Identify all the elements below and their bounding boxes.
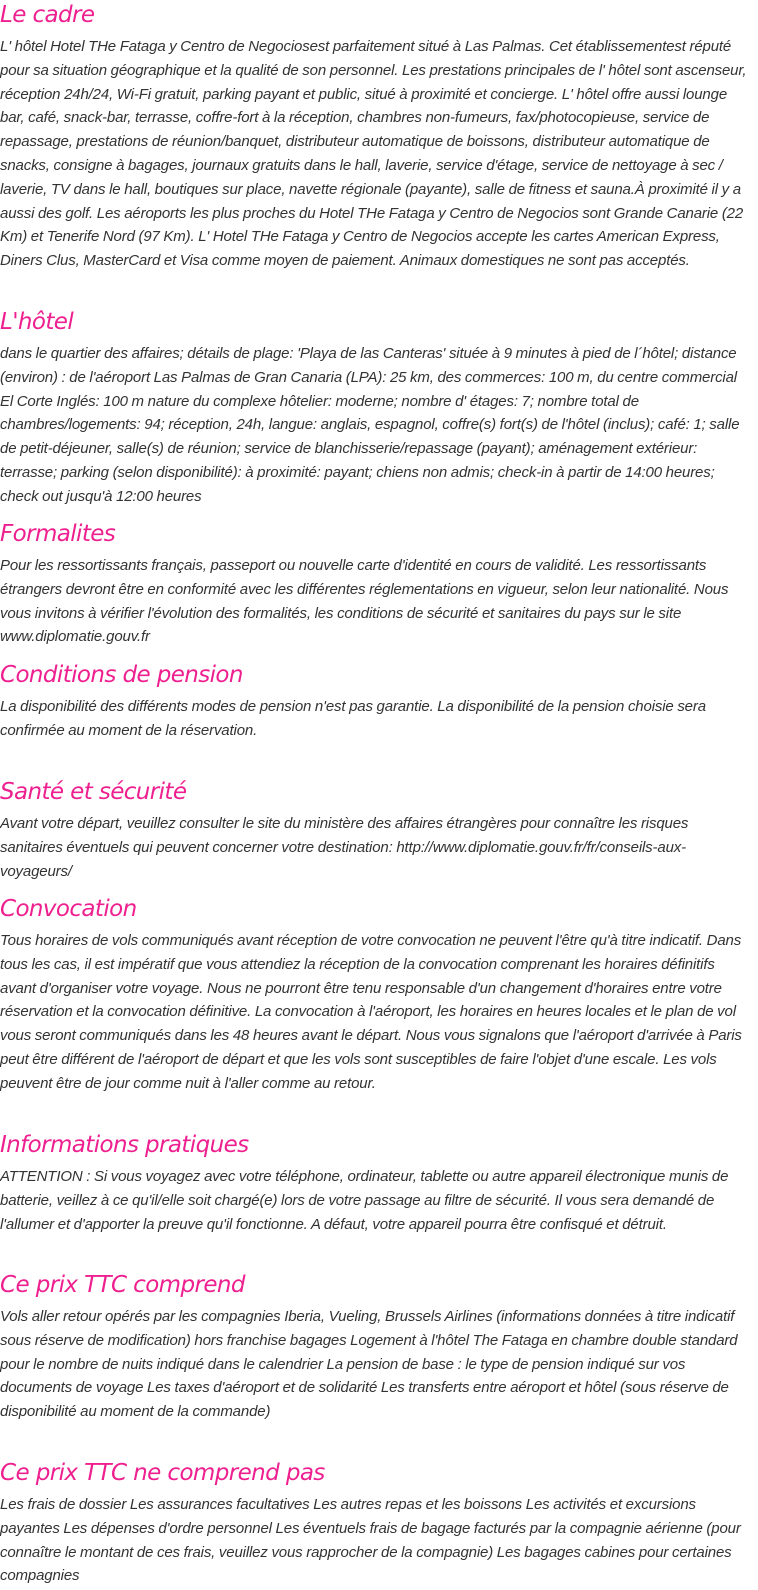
section-title: Santé et sécurité xyxy=(0,779,187,805)
section-informations-pratiques xyxy=(0,1130,750,1236)
section-text: Vols aller retour opérés par les compagnies Iberia, Vueling, Brussels Airlines (informations données à titre indicatif sous réserve de modification) hors franchise bagages Logement à l'hôtel The Fataga en chambre double standard pour le nombre de nuits indiqué dans le calendrier La pension de base : le type de pension indiqué sur vos documents de voyage Les taxes d'aéroport et de solidarité Les transferts entre aéroport et hôtel (sous réserve de disponibilité au moment de la commande) xyxy=(0,1308,738,1421)
section-title: Ce prix TTC comprend xyxy=(0,1272,245,1298)
section-title: Formalites xyxy=(0,521,116,547)
section-text: Pour les ressortissants français, passeport ou nouvelle carte d'identité en cours de validité. Les ressortissants étrangers devront être en conformité avec les différentes réglementations en vigueur, selon leur nationalité. Nous vous invitons à vérifier l'évolution des formalités, les conditions de sécurité et sanitaires du pays sur le site www.diplomatie.gouv.fr xyxy=(0,557,729,646)
section-title: Convocation xyxy=(0,896,137,922)
section-text: dans le quartier des affaires; détails de plage: 'Playa de las Canteras' située à 9 minutes à pied de l´hôtel; distance (environ) : de l'aéroport Las Palmas de Gran Canaria (LPA): 25 km, des commerces: 100 m, du centre commercial El Corte Inglés: 100 m nature du complexe hôtelier: moderne; nombre d' étages: 7; nombre total de chambres/logements: 94; réception, 24h, langue: anglais, espagnol, coffre(s) fort(s) de l'hôtel (inclus); café: 1; salle de petit-déjeuner, salle(s) de réunion; service de blanchisserie/repassage (payant); aménagement extérieur: terrasse; parking (selon disponibilité): à proximité: payant; chiens non admis; check-in à partir de 14:00 heures; check out jusqu'à 12:00 heures xyxy=(0,345,740,505)
section-conditions-de-pension xyxy=(0,660,750,743)
section-formalites xyxy=(0,519,750,649)
section-hotel xyxy=(0,307,750,509)
section-text: L' hôtel Hotel THe Fataga y Centro de Negociosest parfaitement situé à Las Palmas. Cet établissementest réputé pour sa situation géographique et la qualité de son personnel. Les prestations principales de l' hôtel sont ascenseur, réception 24h/24, Wi-Fi gratuit, parking payant et public, situé à proximité et concierge. L' hôtel offre aussi lounge bar, café, snack-bar, terrasse, coffre-fort à la réception, chambres non-fumeurs, fax/photocopieuse, service de repassage, prestations de réunion/banquet, distributeur automatique de boissons, distributeur automatique de snacks, consigne à bagages, journaux gratuits dans le hall, laverie, service d'étage, service de nettoyage à sec / laverie, TV dans le hall, boutiques sur place, navette régionale (payante), salle de fitness et sauna.À proximité il y a aussi des golf. Les aéroports les plus proches du Hotel THe Fataga y Centro de Negocios sont Grande Canarie (22 Km) et Tenerife Nord (97 Km). L' Hotel THe Fataga y Centro de Negocios accepte les cartes American Express, Diners Clus, MasterCard et Visa comme moyen de paiement. Animaux domestiques ne sont pas acceptés. xyxy=(0,38,747,270)
section-text: Les frais de dossier Les assurances facultatives Les autres repas et les boissons Les activités et excursions payantes Les dépenses d'ordre personnel Les éventuels frais de bagage facturés par la compagnie aérienne (pour connaître le montant de ces frais, veuillez vous rapprocher de la compagnie) Les bagages cabines pour certaines compagnies xyxy=(0,1496,741,1585)
section-text: La disponibilité des différents modes de pension n'est pas garantie. La disponibilité de la pension choisie sera confirmée au moment de la réservation. xyxy=(0,698,706,739)
section-title: Conditions de pension xyxy=(0,662,243,688)
section-title: Le cadre xyxy=(0,2,95,28)
section-title: Ce prix TTC ne comprend pas xyxy=(0,1460,325,1486)
section-text: Tous horaires de vols communiqués avant réception de votre convocation ne peuvent l'être qu'à titre indicatif. Dans tous les cas, il est impératif que vous attendiez la réception de la convocation comprenant les horaires définitifs avant d'organiser votre voyage. Nous ne pourront être tenu responsable d'un changement d'horaires entre votre réservation et la convocation définitive. La convocation à l'aéroport, les horaires en heures locales et le plan de vol vous seront communiqués dans les 48 heures avant le départ. Nous vous signalons que l'aéroport d'arrivée à Paris peut être différent de l'aéroport de départ et que les vols sont susceptibles de faire l'objet d'une escale. Les vols peuvent être de jour comme nuit à l'aller comme au retour. xyxy=(0,932,742,1092)
section-text: ATTENTION : Si vous voyagez avec votre téléphone, ordinateur, tablette ou autre appareil électronique munis de batterie, veillez à ce qu'il/elle soit chargé(e) lors de votre passage au filtre de sécurité. Il vous sera demandé de l'allumer et d'apporter la preuve qu'il fonctionne. A défaut, votre appareil pourra être confisqué et détruit. xyxy=(0,1168,729,1233)
section-sante-et-securite xyxy=(0,777,750,883)
section-text: Avant votre départ, veuillez consulter le site du ministère des affaires étrangères pour connaître les risques sanitaires éventuels qui peuvent concerner votre destination: http://www.diplomatie.gouv.fr/fr/conseils-aux-voyageurs/ xyxy=(0,815,689,880)
section-prix-ne-comprend-pas xyxy=(0,1458,750,1588)
section-convocation xyxy=(0,894,750,1096)
section-prix-comprend xyxy=(0,1270,750,1424)
section-le-cadre xyxy=(0,0,750,273)
section-title: L'hôtel xyxy=(0,309,74,335)
section-title: Informations pratiques xyxy=(0,1132,249,1158)
